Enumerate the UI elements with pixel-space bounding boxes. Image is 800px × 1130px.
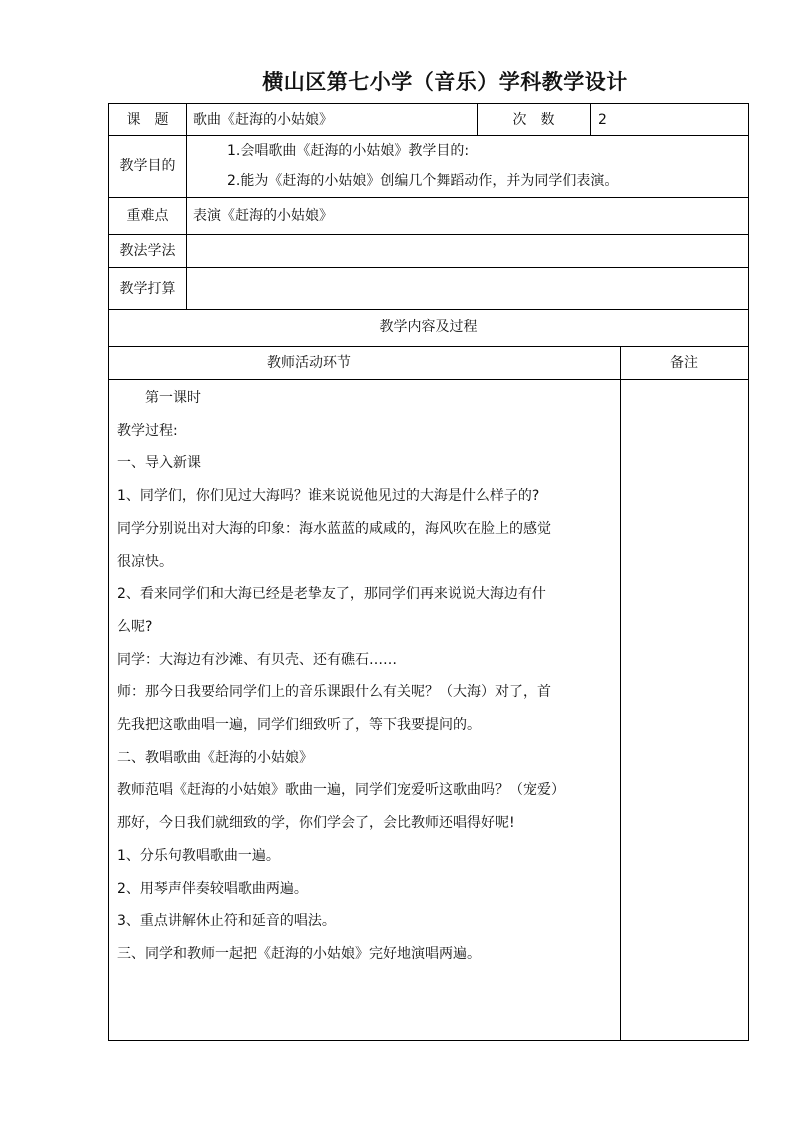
count-label: 次 数 bbox=[512, 112, 555, 128]
process-line: 么呢? bbox=[117, 618, 153, 635]
lesson-plan-table bbox=[108, 103, 749, 1041]
process-line: 先我把这歌曲唱一遍，同学们细致听了，等下我要提问的。 bbox=[117, 717, 481, 733]
method-label: 教法学法 bbox=[119, 243, 176, 259]
process-line: 二、教唱歌曲《赶海的小姑娘》 bbox=[117, 749, 313, 766]
process-line: 那好，今日我们就细致的学，你们学会了，会比教师还唱得好呢! bbox=[117, 815, 515, 832]
activity-column-header: 教师活动环节 bbox=[267, 355, 351, 371]
process-line: 师：那今日我要给同学们上的音乐课跟什么有关呢？（大海）对了，首 bbox=[117, 684, 551, 701]
row-divider bbox=[109, 267, 748, 268]
process-line: 同学分别说出对大海的印象：海水蓝蓝的咸咸的，海风吹在脸上的感觉 bbox=[117, 520, 551, 537]
process-line: 1、分乐句教唱歌曲一遍。 bbox=[117, 847, 280, 864]
goals-label: 教学目的 bbox=[119, 158, 176, 174]
row-divider bbox=[109, 234, 748, 235]
row-divider bbox=[109, 135, 748, 136]
row-divider bbox=[109, 197, 748, 198]
goals-line-2: 2.能为《赶海的小姑娘》创编几个舞蹈动作，并为同学们表演。 bbox=[227, 173, 619, 189]
process-line: 第一课时 bbox=[117, 390, 201, 406]
goals-line-1: 1.会唱歌曲《赶海的小姑娘》教学目的: bbox=[227, 143, 470, 159]
process-line: 一、导入新课 bbox=[117, 455, 201, 472]
topic-label: 课 题 bbox=[126, 112, 169, 128]
process-line: 2、看来同学们和大海已经是老挚友了，那同学们再来说说大海边有什 bbox=[117, 586, 546, 603]
col-divider bbox=[620, 346, 621, 1040]
process-line: 1、同学们，你们见过大海吗？谁来说说他见过的大海是什么样子的? bbox=[117, 488, 540, 505]
process-line: 很凉快。 bbox=[117, 553, 173, 570]
difficulty-value: 表演《赶海的小姑娘》 bbox=[193, 208, 333, 224]
row-divider bbox=[109, 346, 748, 347]
col-divider bbox=[186, 104, 187, 309]
plan-label: 教学打算 bbox=[119, 281, 176, 297]
content-header: 教学内容及过程 bbox=[379, 319, 478, 335]
row-divider bbox=[109, 309, 748, 310]
process-line: 同学：大海边有沙滩、有贝壳、还有礁石…… bbox=[117, 651, 397, 668]
notes-column-header: 备注 bbox=[670, 355, 698, 371]
difficulty-label: 重难点 bbox=[126, 208, 169, 224]
topic-value: 歌曲《赶海的小姑娘》 bbox=[193, 112, 333, 128]
row-divider bbox=[109, 379, 748, 380]
process-line: 教师范唱《赶海的小姑娘》歌曲一遍，同学们宠爱听这歌曲吗？（宠爱） bbox=[117, 782, 565, 799]
count-value: 2 bbox=[598, 112, 607, 128]
process-line: 教学过程: bbox=[117, 422, 178, 439]
col-divider bbox=[590, 104, 591, 135]
process-line: 2、用琴声伴奏较唱歌曲两遍。 bbox=[117, 880, 308, 897]
process-line: 3、重点讲解休止符和延音的唱法。 bbox=[117, 913, 336, 930]
process-line: 三、同学和教师一起把《赶海的小姑娘》完好地演唱两遍。 bbox=[117, 945, 481, 962]
page-title: 横山区第七小学（音乐）学科教学设计 bbox=[262, 70, 628, 94]
